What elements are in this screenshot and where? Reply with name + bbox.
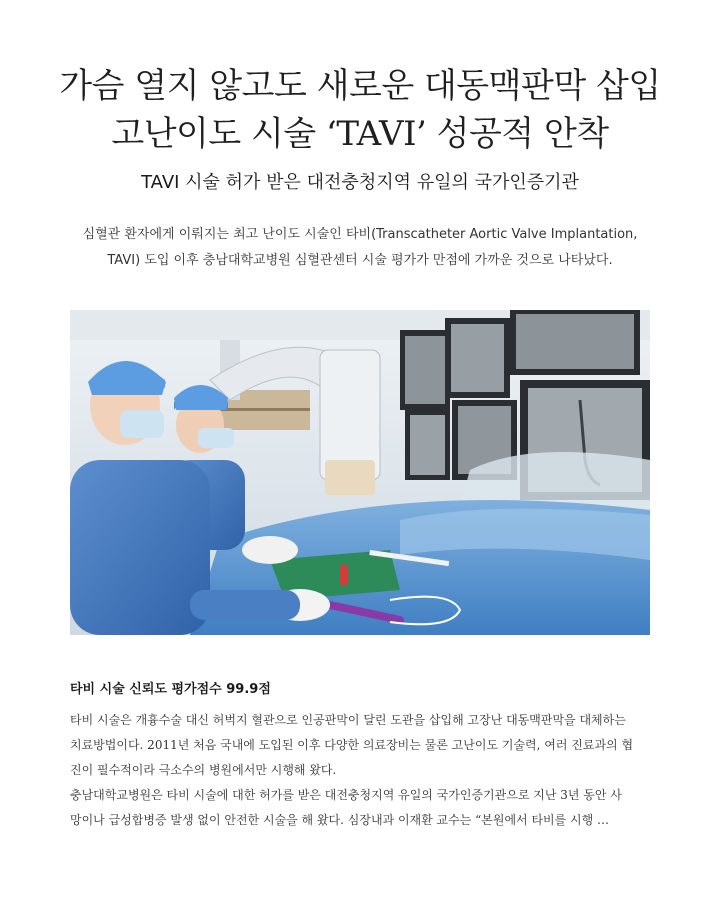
section-heading: 타비 시술 신뢰도 평가점수 99.9점 bbox=[70, 682, 271, 697]
lead-line: 심혈관 환자에게 이뤄지는 최고 난이도 시술인 타비(Transcatheter Aortic Valve Implantation, bbox=[82, 227, 638, 242]
article-title bbox=[40, 62, 680, 158]
title-line: 고난이도 시술 ‘TAVI’ 성공적 안착 bbox=[111, 114, 609, 154]
body-line: 충남대학교병원은 타비 시술에 대한 허가를 받은 대전충청지역 유일의 국가인증기관으로 지난 3년 동안 사 bbox=[70, 788, 622, 802]
lead-line: TAVI) 도입 이후 충남대학교병원 심혈관센터 시술 평가가 만점에 가까운 것으로 나타났다. bbox=[107, 253, 613, 268]
body-line: 치료방법이다. 2011년 처음 국내에 도입된 이후 다양한 의료장비는 물론 고난이도 기술력, 여러 진료과의 협 bbox=[70, 738, 634, 752]
title-line: 가슴 열지 않고도 새로운 대동맥판막 삽입 bbox=[59, 66, 661, 106]
body-line: 망이나 급성합병증 발생 없이 안전한 시술을 해 왔다. 심장내과 이재환 교수는 “본원에서 타비를 시행 … bbox=[70, 813, 610, 827]
body-line: 타비 시술은 개흉수술 대신 허벅지 혈관으로 인공판막이 달린 도관을 삽입해 고장난 대동맥판막을 대체하는 bbox=[70, 713, 626, 727]
procedure-photo-illustration bbox=[70, 310, 650, 635]
body-text bbox=[70, 708, 650, 833]
body-line: 진이 필수적이라 극소수의 병원에서만 시행해 왔다. bbox=[70, 763, 337, 777]
lead-paragraph bbox=[60, 222, 660, 274]
procedure-photo bbox=[70, 310, 650, 635]
article-subtitle: TAVI 시술 허가 받은 대전충청지역 유일의 국가인증기관 bbox=[141, 172, 579, 193]
